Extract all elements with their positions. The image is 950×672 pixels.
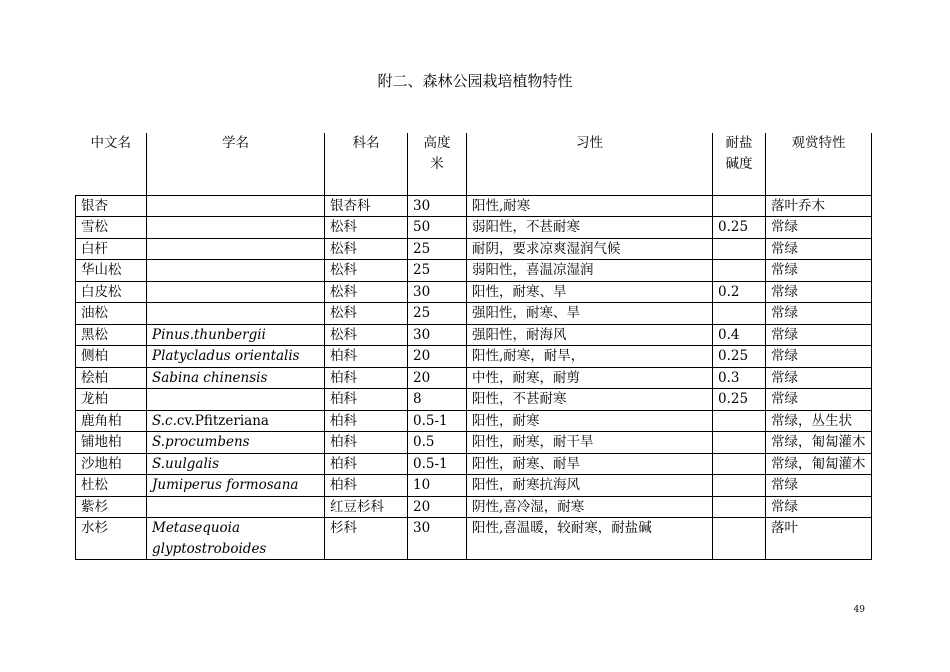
table-row bbox=[76, 389, 872, 411]
cell-family: 杉科 bbox=[325, 518, 408, 560]
cell-habit: 阴性,喜冷湿，耐寒 bbox=[467, 496, 713, 518]
cell-habit: 中性，耐寒，耐剪 bbox=[467, 367, 713, 389]
cell-family: 松科 bbox=[325, 303, 408, 325]
table-row bbox=[76, 217, 872, 239]
cell-ornamental: 常绿，丛生状 bbox=[766, 410, 872, 432]
scientific-name-text: S.procumbens bbox=[152, 434, 250, 450]
cell-habit: 强阳性，耐寒、旱 bbox=[467, 303, 713, 325]
cell-salt-tolerance: 0.25 bbox=[713, 217, 766, 239]
table-row bbox=[76, 496, 872, 518]
table-row bbox=[76, 324, 872, 346]
cell-chinese-name: 沙地柏 bbox=[76, 453, 147, 475]
cell-salt-tolerance bbox=[713, 496, 766, 518]
cell-scientific-name bbox=[147, 303, 325, 325]
cell-salt-tolerance: 0.2 bbox=[713, 281, 766, 303]
cell-scientific-name bbox=[147, 195, 325, 217]
cell-habit: 弱阳性，喜温凉湿润 bbox=[467, 260, 713, 282]
cell-habit: 阳性，耐寒，耐干旱 bbox=[467, 432, 713, 454]
cell-scientific-name bbox=[147, 496, 325, 518]
cell-chinese-name: 水杉 bbox=[76, 518, 147, 560]
scientific-name-text: Metasequoia glyptostroboides bbox=[152, 520, 267, 557]
cell-ornamental: 常绿，匍匐灌木 bbox=[766, 432, 872, 454]
page-number: 49 bbox=[853, 605, 865, 615]
cell-scientific-name bbox=[147, 324, 325, 346]
cell-ornamental: 落叶 bbox=[766, 518, 872, 560]
cell-scientific-name bbox=[147, 475, 325, 497]
cell-ornamental: 常绿，匍匐灌木 bbox=[766, 453, 872, 475]
cell-chinese-name: 华山松 bbox=[76, 260, 147, 282]
cell-salt-tolerance bbox=[713, 303, 766, 325]
cell-family: 柏科 bbox=[325, 346, 408, 368]
cell-habit: 阳性，耐寒 bbox=[467, 410, 713, 432]
cell-salt-tolerance bbox=[713, 432, 766, 454]
table-row bbox=[76, 260, 872, 282]
column-header-salt-line2: 碱度 bbox=[725, 155, 753, 172]
table-row bbox=[76, 410, 872, 432]
cell-ornamental: 常绿 bbox=[766, 475, 872, 497]
cell-chinese-name: 紫杉 bbox=[76, 496, 147, 518]
cell-ornamental: 常绿 bbox=[766, 389, 872, 411]
cell-salt-tolerance bbox=[713, 518, 766, 560]
scientific-name-text: S.c. bbox=[152, 412, 177, 429]
cell-scientific-name bbox=[147, 389, 325, 411]
scientific-name-text: Sabina chinensis bbox=[152, 369, 268, 386]
scientific-name-text: Platycladus orientalis bbox=[152, 348, 300, 364]
cell-chinese-name: 侧柏 bbox=[76, 346, 147, 368]
cell-family: 红豆杉科 bbox=[325, 496, 408, 518]
cell-chinese-name: 黑松 bbox=[76, 324, 147, 346]
table-row bbox=[76, 432, 872, 454]
column-header-salt-tolerance bbox=[713, 133, 766, 195]
table-header-row bbox=[76, 133, 872, 195]
cell-chinese-name: 桧柏 bbox=[76, 367, 147, 389]
cell-ornamental: 常绿 bbox=[766, 281, 872, 303]
cell-salt-tolerance: 0.4 bbox=[713, 324, 766, 346]
scientific-name-cultivar: cv.Pfitzeriana bbox=[176, 412, 269, 429]
cell-salt-tolerance bbox=[713, 238, 766, 260]
cell-scientific-name bbox=[147, 260, 325, 282]
cell-family: 松科 bbox=[325, 217, 408, 239]
cell-family: 柏科 bbox=[325, 367, 408, 389]
column-header-height-line1: 高度 bbox=[423, 135, 451, 151]
cell-scientific-name bbox=[147, 453, 325, 475]
cell-salt-tolerance bbox=[713, 453, 766, 475]
cell-chinese-name: 铺地柏 bbox=[76, 432, 147, 454]
cell-scientific-name bbox=[147, 281, 325, 303]
cell-scientific-name bbox=[147, 217, 325, 239]
cell-chinese-name: 白皮松 bbox=[76, 281, 147, 303]
cell-habit: 强阳性，耐海风 bbox=[467, 324, 713, 346]
cell-family: 柏科 bbox=[325, 475, 408, 497]
cell-chinese-name: 银杏 bbox=[76, 195, 147, 217]
column-header-height bbox=[408, 133, 467, 195]
cell-family: 松科 bbox=[325, 260, 408, 282]
cell-salt-tolerance bbox=[713, 410, 766, 432]
table-row bbox=[76, 518, 872, 560]
cell-height: 20 bbox=[408, 346, 467, 368]
cell-scientific-name bbox=[147, 346, 325, 368]
cell-height: 20 bbox=[408, 367, 467, 389]
cell-salt-tolerance bbox=[713, 260, 766, 282]
table-row bbox=[76, 475, 872, 497]
cell-family: 松科 bbox=[325, 238, 408, 260]
cell-height: 30 bbox=[408, 324, 467, 346]
cell-scientific-name bbox=[147, 410, 325, 432]
cell-chinese-name: 油松 bbox=[76, 303, 147, 325]
cell-ornamental: 常绿 bbox=[766, 217, 872, 239]
cell-family: 柏科 bbox=[325, 410, 408, 432]
table-body bbox=[76, 195, 872, 560]
cell-habit: 阳性，耐寒、耐旱 bbox=[467, 453, 713, 475]
table-row bbox=[76, 303, 872, 325]
scientific-name-text: Jumiperus formosana bbox=[152, 477, 299, 493]
cell-chinese-name: 雪松 bbox=[76, 217, 147, 239]
table-row bbox=[76, 367, 872, 389]
plant-characteristics-table bbox=[75, 133, 872, 560]
cell-chinese-name: 白杆 bbox=[76, 238, 147, 260]
cell-chinese-name: 鹿角柏 bbox=[76, 410, 147, 432]
column-header-chinese-name: 中文名 bbox=[76, 133, 147, 195]
cell-ornamental: 常绿 bbox=[766, 324, 872, 346]
cell-scientific-name bbox=[147, 367, 325, 389]
cell-height: 8 bbox=[408, 389, 467, 411]
table-row bbox=[76, 238, 872, 260]
cell-ornamental: 常绿 bbox=[766, 496, 872, 518]
cell-chinese-name: 杜松 bbox=[76, 475, 147, 497]
column-header-height-line2: 米 bbox=[430, 155, 444, 172]
cell-scientific-name bbox=[147, 238, 325, 260]
cell-height: 20 bbox=[408, 496, 467, 518]
cell-habit: 阳性,耐寒 bbox=[467, 195, 713, 217]
cell-height: 25 bbox=[408, 303, 467, 325]
cell-height: 0.5-1 bbox=[408, 410, 467, 432]
scientific-name-text: Pinus.thunbergii bbox=[152, 326, 266, 343]
cell-habit: 弱阳性，不甚耐寒 bbox=[467, 217, 713, 239]
cell-ornamental: 常绿 bbox=[766, 238, 872, 260]
cell-family: 松科 bbox=[325, 281, 408, 303]
column-header-family: 科名 bbox=[325, 133, 408, 195]
cell-family: 松科 bbox=[325, 324, 408, 346]
cell-height: 25 bbox=[408, 260, 467, 282]
cell-ornamental: 常绿 bbox=[766, 346, 872, 368]
table-row bbox=[76, 195, 872, 217]
cell-salt-tolerance bbox=[713, 195, 766, 217]
cell-salt-tolerance bbox=[713, 475, 766, 497]
cell-scientific-name bbox=[147, 518, 325, 560]
cell-habit: 阳性，耐寒抗海风 bbox=[467, 475, 713, 497]
cell-height: 30 bbox=[408, 195, 467, 217]
cell-ornamental: 常绿 bbox=[766, 260, 872, 282]
cell-habit: 阳性，耐寒、旱 bbox=[467, 281, 713, 303]
cell-family: 柏科 bbox=[325, 389, 408, 411]
cell-height: 0.5-1 bbox=[408, 453, 467, 475]
cell-family: 柏科 bbox=[325, 432, 408, 454]
cell-salt-tolerance: 0.25 bbox=[713, 346, 766, 368]
cell-habit: 阳性，不甚耐寒 bbox=[467, 389, 713, 411]
cell-height: 0.5 bbox=[408, 432, 467, 454]
cell-height: 50 bbox=[408, 217, 467, 239]
cell-family: 银杏科 bbox=[325, 195, 408, 217]
cell-salt-tolerance: 0.25 bbox=[713, 389, 766, 411]
cell-height: 10 bbox=[408, 475, 467, 497]
cell-chinese-name: 龙柏 bbox=[76, 389, 147, 411]
column-header-habit: 习性 bbox=[467, 133, 713, 195]
table-row bbox=[76, 281, 872, 303]
scientific-name-text: S.uulgalis bbox=[152, 455, 220, 472]
page-title: 附二、森林公园栽培植物特性 bbox=[377, 72, 573, 90]
cell-family: 柏科 bbox=[325, 453, 408, 475]
cell-height: 30 bbox=[408, 281, 467, 303]
cell-height: 30 bbox=[408, 518, 467, 560]
cell-height: 25 bbox=[408, 238, 467, 260]
table-row bbox=[76, 346, 872, 368]
cell-habit: 耐阴，要求凉爽湿润气候 bbox=[467, 238, 713, 260]
cell-ornamental: 常绿 bbox=[766, 303, 872, 325]
column-header-salt-line1: 耐盐 bbox=[725, 135, 753, 151]
cell-scientific-name bbox=[147, 432, 325, 454]
cell-salt-tolerance: 0.3 bbox=[713, 367, 766, 389]
cell-ornamental: 常绿 bbox=[766, 367, 872, 389]
column-header-scientific-name: 学名 bbox=[147, 133, 325, 195]
table-row bbox=[76, 453, 872, 475]
cell-habit: 阳性,耐寒，耐旱， bbox=[467, 346, 713, 368]
cell-habit: 阳性,喜温暖，较耐寒，耐盐碱 bbox=[467, 518, 713, 560]
cell-ornamental: 落叶乔木 bbox=[766, 195, 872, 217]
column-header-ornamental: 观赏特性 bbox=[766, 133, 872, 195]
